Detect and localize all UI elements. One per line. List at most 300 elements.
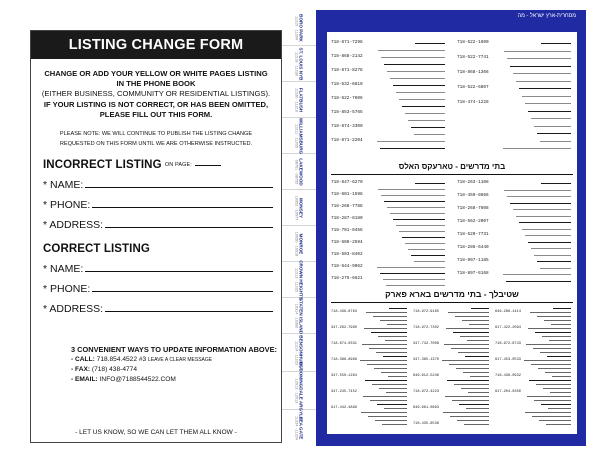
form-title: LISTING CHANGE FORM [31, 31, 281, 59]
form-footer: - LET US KNOW, SO WE CAN LET THEM ALL KNOW - [75, 429, 237, 436]
small-listing-bar [550, 392, 571, 393]
on-page-label: ON PAGE: [164, 162, 192, 169]
listing-phone: 718-522-7606 [331, 96, 363, 101]
tab-name: STATEN ISLAND [298, 297, 304, 334]
small-listing-bar [540, 352, 571, 353]
tab-name: BORO PARK [298, 13, 304, 42]
small-listing-bar [548, 408, 571, 409]
listing-text-bar [384, 201, 445, 202]
email-row [71, 375, 281, 385]
tab-st-louis[interactable] [282, 46, 316, 82]
small-listing-column-3 [495, 307, 573, 427]
listing-phone: 718-520-7731 [457, 232, 489, 237]
small-listing-bar [387, 324, 407, 325]
small-listing-bar [455, 316, 489, 317]
small-listing-phone: 646-961-0893 [413, 406, 439, 410]
small-listing-bar [382, 424, 407, 425]
small-listing-phone: 718-386-8996 [331, 358, 357, 362]
small-listing-bar [368, 416, 407, 417]
listing-text-bar [541, 43, 571, 44]
small-listing-phone: 347-245-7452 [331, 390, 357, 394]
small-listing-bar [526, 344, 571, 345]
listing-text-bar [513, 209, 571, 210]
small-listing-bar [461, 388, 489, 389]
small-listing-bar [470, 376, 489, 377]
listing-text-bar [405, 113, 445, 114]
listing-text-bar [390, 213, 445, 214]
listing-phone: 718-601-1598 [331, 192, 363, 197]
small-listing-bar [465, 356, 489, 357]
small-listing-bar [469, 324, 489, 325]
incorrect-address-label: * ADDRESS: [43, 219, 104, 232]
correct-name-field[interactable] [43, 255, 273, 275]
small-listing-bar [466, 408, 489, 409]
listing-text-bar [510, 203, 571, 204]
listing-text-bar [522, 229, 571, 230]
listing-text-bar [414, 134, 445, 135]
listing-phone: 718-853-5765 [331, 110, 363, 115]
call-row [71, 355, 281, 365]
intro-line-3: (EITHER BUSINESS, COMMUNITY OR RESIDENTIAL LISTINGS). [41, 89, 271, 99]
correct-phone-field[interactable] [43, 275, 273, 295]
listing-text-bar [415, 183, 445, 184]
tab-crown-heights[interactable] [282, 259, 316, 300]
small-listing-phone: 718-436-8763 [331, 310, 357, 314]
small-listing-bar [552, 376, 571, 377]
update-ways [71, 345, 281, 385]
small-listing-bar [370, 400, 407, 401]
correct-phone-label: * PHONE: [43, 283, 91, 296]
listing-column-right-2 [457, 180, 573, 290]
small-listing-column-1 [331, 307, 409, 427]
notice-line-2: REQUESTED ON THIS FORM UNTIL WE ARE OTHERWISE INSTRUCTED. [59, 141, 253, 148]
listing-text-bar [393, 85, 445, 86]
listing-text-bar [525, 235, 571, 236]
small-listing-bar [383, 356, 407, 357]
listing-text-bar [537, 133, 571, 134]
small-listing-bar [549, 340, 571, 341]
listing-text-bar [408, 120, 445, 121]
listing-phone: 718-847-6270 [331, 180, 363, 185]
small-listing-bar [446, 328, 489, 329]
small-listing-phone: 347-385-1370 [413, 358, 439, 362]
listing-text-bar [528, 242, 571, 243]
tab-name: MONROE [298, 233, 304, 254]
small-listing-bar [539, 420, 571, 421]
intro-line-5: PLEASE FILL OUT THIS FORM. [99, 109, 213, 119]
small-listing-bar [369, 348, 407, 349]
small-listing-phone: 646-912-5246 [413, 374, 439, 378]
listing-text-bar [534, 255, 571, 256]
small-listing-bar [389, 308, 407, 309]
small-listing-bar [467, 340, 489, 341]
tab-zip: 11219 · 11204 [294, 15, 299, 40]
small-listing-bar [372, 384, 407, 385]
intro-line-4: IF YOUR LISTING IS NOT CORRECT, OR HAS BEEN OMITTED, [43, 99, 269, 109]
listing-text-bar [510, 66, 571, 67]
small-listing-phone: 718-972-4223 [413, 390, 439, 394]
incorrect-listing-heading: INCORRECT LISTING [43, 159, 162, 172]
small-listing-bar [529, 380, 571, 381]
incorrect-phone-label: * PHONE: [43, 199, 91, 212]
tab-zip: 11224 · 11224 [294, 416, 299, 440]
small-listing-phone: 917-422-2094 [495, 326, 521, 330]
listing-phone: 718-474-1228 [457, 100, 489, 105]
listing-text-bar [528, 111, 571, 112]
listing-text-bar [531, 118, 571, 119]
correct-name-label: * NAME: [43, 263, 84, 276]
listing-text-bar [381, 195, 445, 196]
listing-text-bar [531, 248, 571, 249]
small-listing-bar [531, 364, 571, 365]
listing-text-bar [378, 189, 445, 190]
listing-text-bar [402, 106, 445, 107]
small-listing-bar [378, 336, 407, 337]
small-listing-bar [366, 312, 407, 313]
correct-phone-line[interactable] [92, 291, 273, 292]
listing-text-bar [380, 148, 445, 149]
small-listing-bar [360, 360, 407, 361]
tab-name: LAKEWOOD [298, 157, 304, 186]
on-page-input-line[interactable] [195, 165, 221, 166]
small-listing-bar [530, 312, 571, 313]
listing-phone: 718-897-6168 [457, 271, 489, 276]
small-listing-bar [551, 324, 571, 325]
small-listing-phone: 718-972-9165 [413, 310, 439, 314]
tab-boro-park[interactable] [282, 10, 316, 46]
small-listing-bar [459, 404, 489, 405]
small-listing-bar [375, 420, 407, 421]
listing-change-form [30, 30, 282, 443]
listing-phone: 718-874-3300 [331, 124, 363, 129]
section-tabs [282, 10, 316, 446]
small-listing-bar [376, 352, 407, 353]
listing-phone: 718-871-7298 [331, 40, 363, 45]
small-listing-bar [381, 372, 407, 373]
small-listing-bar [541, 404, 571, 405]
listing-text-bar [507, 58, 571, 59]
incorrect-phone-field[interactable] [43, 191, 273, 211]
listing-phone: 718-268-7788 [331, 204, 363, 209]
listing-text-bar [540, 268, 571, 269]
incorrect-listing-title [43, 159, 281, 171]
heading-divider-1 [331, 174, 573, 175]
tab-zip: 10950 · 10918 [294, 231, 299, 256]
small-listing-bar [442, 360, 489, 361]
small-listing-bar [468, 392, 489, 393]
listing-phone: 718-871-8278 [331, 68, 363, 73]
listing-text-bar [408, 249, 445, 250]
correct-address-label: * ADDRESS: [43, 303, 104, 316]
small-listing-bar [374, 368, 407, 369]
tab-name: MONSEY [298, 197, 304, 218]
section-heading-1: בתי מדרשים - טארעקס האלס [398, 162, 506, 171]
tab-williamsburg[interactable] [282, 118, 316, 154]
listing-text-bar [506, 281, 571, 282]
listing-text-bar [386, 285, 445, 286]
tab-name: FLATBUSH [298, 87, 304, 112]
tab-sea-gate[interactable] [282, 410, 316, 446]
small-listing-bar [388, 376, 407, 377]
small-listing-phone: 347-550-1294 [331, 374, 357, 378]
correct-listing-title [43, 243, 281, 255]
small-listing-bar [524, 360, 571, 361]
listing-text-bar [519, 88, 571, 89]
listing-phone: 718-503-8402 [331, 252, 363, 257]
listing-text-bar [402, 237, 445, 238]
listing-text-bar [387, 71, 445, 72]
listing-phone: 718-275-6621 [331, 276, 363, 281]
heading-divider-2 [331, 302, 573, 303]
small-listing-bar [450, 416, 489, 417]
listing-text-bar [503, 274, 571, 275]
page-header [316, 13, 586, 23]
listing-text-bar [396, 225, 445, 226]
fax-row [71, 365, 281, 375]
listing-text-bar [516, 81, 571, 82]
notice-line-1: PLEASE NOTE: WE WILL CONTINUE TO PUBLISH THE LISTING CHANGE [59, 131, 253, 138]
incorrect-address-field[interactable] [43, 211, 273, 231]
listing-phone: 718-997-1185 [457, 258, 489, 263]
small-listing-bar [444, 344, 489, 345]
listing-text-bar [393, 219, 445, 220]
listing-phone: 718-868-2142 [331, 54, 363, 59]
small-listing-phone: 646-286-1414 [495, 310, 521, 314]
listing-text-bar [516, 216, 571, 217]
page-header-text: מסחרית-ארץ ישראל - מה [517, 13, 576, 19]
small-listing-phone: 718-435-8536 [413, 422, 439, 426]
small-listing-bar [445, 396, 489, 397]
tab-staten-island[interactable] [282, 298, 316, 334]
small-listing-phone: 718-674-0331 [331, 342, 357, 346]
listing-phone: 718-522-1600 [457, 40, 489, 45]
small-listing-phone: 917-442-4899 [331, 406, 357, 410]
listing-text-bar [377, 267, 445, 268]
small-listing-phone: 718-972-8743 [495, 342, 521, 346]
listing-text-bar [537, 261, 571, 262]
tab-zip: 11230 · 11210 [294, 87, 299, 112]
tab-name: ST. LOUIS NYB [298, 47, 304, 80]
listing-column-left-2 [331, 180, 447, 290]
small-listing-bar [528, 328, 571, 329]
small-listing-bar [385, 340, 407, 341]
correct-address-field[interactable] [43, 295, 273, 315]
small-listing-bar [453, 332, 489, 333]
tab-zip: 08701 · 08755 [294, 159, 299, 184]
small-listing-bar [380, 320, 407, 321]
small-listing-bar [463, 372, 489, 373]
small-listing-bar [525, 412, 571, 413]
fax-label: - FAX: [71, 366, 91, 374]
email-label: - EMAIL: [71, 376, 98, 384]
section-heading-2: שטיבלך - בתי מדרשים בארא פארק [385, 289, 519, 299]
call-note: LEAVE A CLEAR MESSAGE [148, 357, 213, 364]
small-listing-bar [367, 364, 407, 365]
listing-text-bar [381, 57, 445, 58]
call-value[interactable]: 718.854.4522 #3 [96, 356, 147, 364]
small-listing-bar [362, 344, 407, 345]
tab-zip: 11211 · 11205 [294, 123, 299, 148]
small-listing-bar [545, 372, 571, 373]
small-listing-bar [365, 380, 407, 381]
listing-phone: 718-522-6807 [457, 85, 489, 90]
listing-phone: 718-286-6440 [457, 245, 489, 250]
small-listing-bar [533, 348, 571, 349]
listing-text-bar [396, 92, 445, 93]
listing-text-bar [504, 51, 571, 52]
small-listing-phone: 718-436-0932 [495, 374, 521, 378]
tab-zip: 10314 · 10306 [294, 303, 299, 328]
listing-text-bar [399, 99, 445, 100]
small-listing-bar [527, 396, 571, 397]
tab-zip: 10952 · 10977 [294, 195, 299, 220]
incorrect-name-line[interactable] [85, 187, 273, 188]
listing-phone: 718-522-7741 [457, 55, 489, 60]
listing-text-bar [540, 141, 571, 142]
listing-text-bar [411, 255, 445, 256]
small-listing-phone: 347-742-7008 [413, 342, 439, 346]
small-listing-bar [361, 412, 407, 413]
small-listing-bar [443, 412, 489, 413]
tab-name: CROWN HEIGHTS [298, 259, 304, 300]
incorrect-name-label: * NAME: [43, 179, 84, 192]
tab-lakewood[interactable] [282, 154, 316, 190]
intro-line-1: CHANGE OR ADD YOUR YELLOW OR WHITE PAGES LISTING [44, 69, 268, 78]
listing-text-bar [507, 196, 571, 197]
intro-line-2: IN THE PHONE BOOK [116, 79, 196, 89]
listing-text-bar [534, 126, 571, 127]
listing-text-bar [399, 231, 445, 232]
listing-text-bar [383, 279, 445, 280]
small-listing-bar [363, 396, 407, 397]
form-notice [31, 129, 281, 149]
tab-zip: 11214 · 11223 [294, 340, 299, 365]
listing-phone: 718-544-9062 [331, 264, 363, 269]
listing-phone: 718-268-7608 [457, 206, 489, 211]
small-listing-bar [543, 388, 571, 389]
small-listing-bar [546, 424, 571, 425]
small-listing-bar [377, 404, 407, 405]
listing-text-bar [378, 50, 445, 51]
listing-text-bar [415, 43, 445, 44]
listing-text-bar [541, 183, 571, 184]
small-listing-phone: 718-972-7302 [413, 326, 439, 330]
listing-text-bar [387, 207, 445, 208]
correct-listing-heading: CORRECT LISTING [43, 243, 150, 256]
small-listing-bar [451, 348, 489, 349]
incorrect-name-field[interactable] [43, 171, 273, 191]
listing-text-bar [519, 222, 571, 223]
listing-text-bar [513, 73, 571, 74]
listing-entry [331, 145, 447, 153]
small-listing-bar [447, 380, 489, 381]
listing-entry [457, 278, 573, 286]
tab-name: BENSONHURST [298, 334, 304, 371]
small-listing-bar [553, 308, 571, 309]
listing-column-right [457, 40, 573, 158]
listing-column-left [331, 40, 447, 158]
listing-text-bar [504, 190, 571, 191]
listing-text-bar [384, 64, 445, 65]
listing-phone: 718-506-2594 [331, 240, 363, 245]
small-listing-bar [535, 332, 571, 333]
correct-address-line[interactable] [105, 311, 273, 312]
small-listing-bar [364, 328, 407, 329]
tab-name: BLOOMINGDALE ARGYLE [298, 361, 304, 420]
small-listing-bar [542, 336, 571, 337]
tab-name: SEA GATE [298, 416, 304, 440]
small-listing-bar [537, 316, 571, 317]
listing-text-bar [414, 261, 445, 262]
fax-value[interactable]: (718) 438-4774 [91, 366, 137, 374]
small-listing-phone: 917-453-0533 [495, 358, 521, 362]
tab-zip: 11213 · 11225 [294, 267, 299, 292]
small-listing-bar [538, 368, 571, 369]
small-listing-bar [384, 408, 407, 409]
tab-monsey[interactable] [282, 190, 316, 226]
tab-bloomingdale[interactable] [282, 361, 316, 420]
small-listing-phone: 347-262-7990 [331, 326, 357, 330]
small-listing-bar [547, 356, 571, 357]
ways-title: 3 CONVENIENT WAYS TO UPDATE INFORMATION ABOVE: [71, 345, 277, 355]
listing-text-bar [503, 148, 571, 149]
small-listing-bar [379, 388, 407, 389]
small-listing-column-2 [413, 307, 491, 427]
incorrect-address-line[interactable] [105, 227, 273, 228]
small-listing-bar [464, 424, 489, 425]
listing-phone: 718-263-1108 [457, 180, 489, 185]
incorrect-phone-line[interactable] [92, 207, 273, 208]
listing-text-bar [405, 243, 445, 244]
listing-phone: 718-459-8666 [457, 193, 489, 198]
email-value[interactable]: INFO@7188544522.COM [99, 376, 176, 384]
small-listing-bar [452, 400, 489, 401]
small-listing-bar [457, 420, 489, 421]
tab-name: WILLIAMSBURG [298, 117, 304, 154]
small-listing-bar [462, 320, 489, 321]
small-listing-bar [448, 312, 489, 313]
small-listing-bar [373, 316, 407, 317]
tab-flatbush[interactable] [282, 82, 316, 118]
listing-phone: 718-701-0456 [331, 228, 363, 233]
small-listing-bar [454, 384, 489, 385]
small-listing-bar [534, 400, 571, 401]
directory-page [316, 10, 586, 446]
correct-name-line[interactable] [85, 271, 273, 272]
listing-phone: 718-562-2007 [457, 219, 489, 224]
listing-text-bar [377, 141, 445, 142]
listing-phone: 718-871-2204 [331, 138, 363, 143]
small-listing-bar [544, 320, 571, 321]
small-listing-bar [371, 332, 407, 333]
small-listing-bar [532, 416, 571, 417]
listing-text-bar [411, 127, 445, 128]
listing-text-bar [380, 273, 445, 274]
listing-text-bar [390, 78, 445, 79]
small-listing-bar [536, 384, 571, 385]
tab-zip: 11218 · 11230 [294, 51, 299, 76]
small-listing-bar [449, 364, 489, 365]
small-listing-bar [386, 392, 407, 393]
tab-monroe[interactable] [282, 226, 316, 262]
listing-phone: 718-287-8180 [331, 216, 363, 221]
small-listing-phone: 917-204-0350 [495, 390, 521, 394]
listing-text-bar [522, 96, 571, 97]
listing-phone: 718-868-1366 [457, 70, 489, 75]
small-listing-bar [471, 308, 489, 309]
small-listing-bar [458, 352, 489, 353]
listing-phone: 718-532-6810 [331, 82, 363, 87]
